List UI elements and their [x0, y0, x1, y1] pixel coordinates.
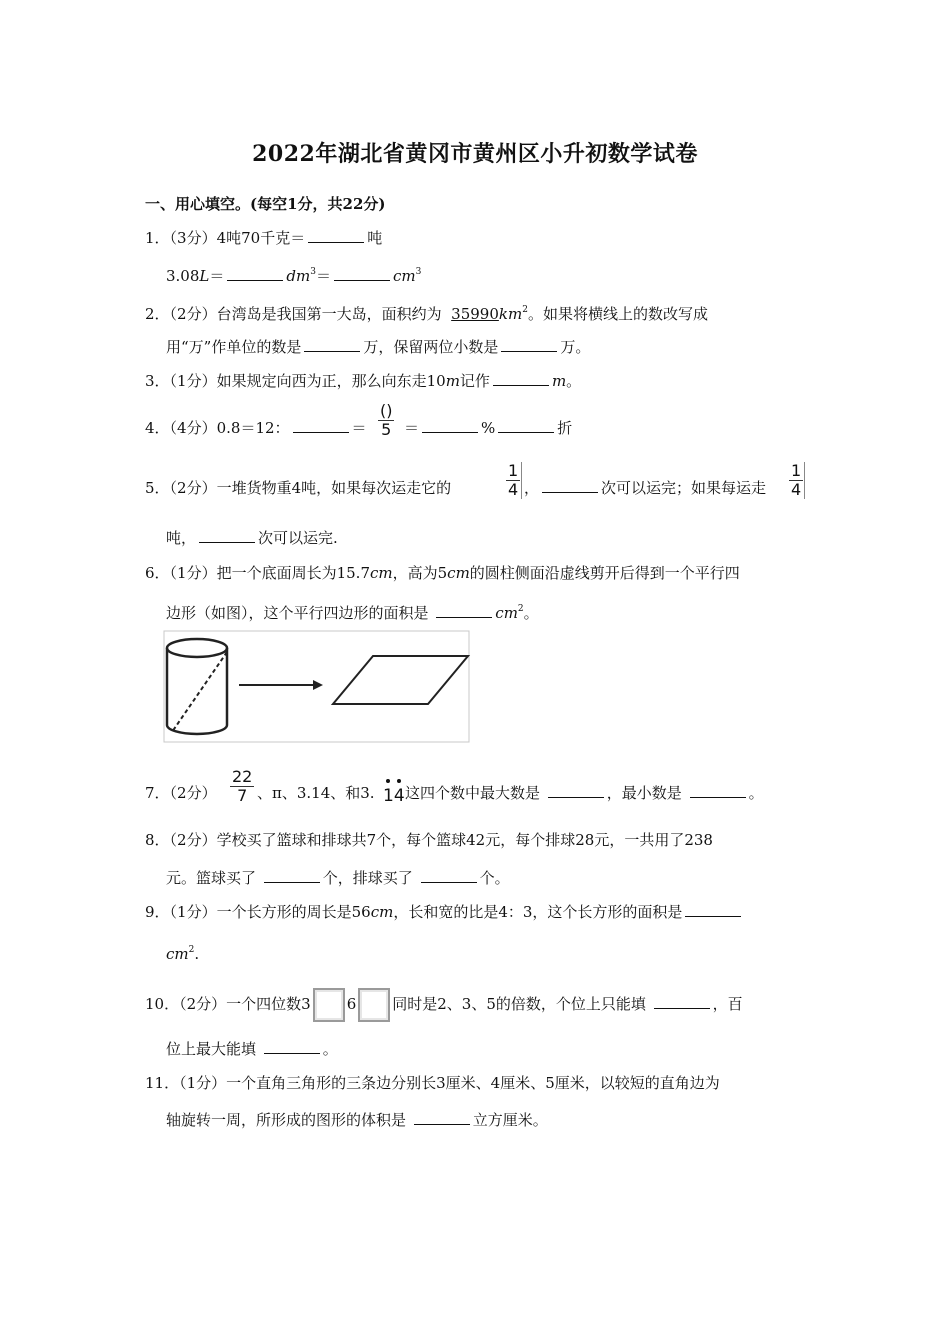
- answer-blank[interactable]: [498, 418, 554, 433]
- answer-blank[interactable]: [501, 337, 557, 352]
- question-7-numbers: 、π、3.14、和3.: [257, 784, 375, 802]
- fraction-one-quarter: $\frac{1}{4}$: [506, 462, 522, 499]
- question-1-line-1: 1．（3分）4吨70千克＝ 吨: [145, 229, 383, 247]
- answer-blank[interactable]: [264, 1039, 320, 1054]
- question-9-line-1: 9．（1分）一个长方形的周长是56cm，长和宽的比是4：3，这个长方形的面积是: [145, 902, 744, 922]
- question-5-line-2: 吨， 次可以运完.: [166, 529, 338, 547]
- answer-blank[interactable]: [422, 418, 478, 433]
- question-5-line-1-rest: ， 次可以运完；如果每运走: [524, 479, 767, 497]
- answer-blank[interactable]: [334, 266, 390, 281]
- question-10-line-2: 位上最大能填 。: [166, 1040, 338, 1058]
- question-8-line-2: 元。篮球买了 个，排球买了 个。: [166, 869, 510, 887]
- answer-blank[interactable]: [548, 783, 604, 798]
- question-4-rest: ＝ % 折: [404, 419, 573, 437]
- cylinder-bottom: [167, 725, 227, 734]
- answer-blank[interactable]: [436, 603, 492, 618]
- answer-blank[interactable]: [293, 418, 349, 433]
- question-2-line-1: 2．（2分）台湾岛是我国第一大岛，面积约为 $35990km^2$。如果将横线上的数改写成: [145, 305, 708, 323]
- section-heading: 一、用心填空。(每空1分，共22分): [145, 195, 386, 213]
- answer-blank[interactable]: [685, 902, 741, 917]
- repeating-decimal-14: 14: [383, 786, 405, 806]
- page-title: 2022年湖北省黄冈市黄州区小升初数学试卷: [252, 141, 698, 167]
- answer-blank[interactable]: [542, 478, 598, 493]
- answer-blank[interactable]: [414, 1110, 470, 1125]
- answer-blank[interactable]: [690, 783, 746, 798]
- answer-blank[interactable]: [493, 371, 549, 386]
- cut-dashed-line: [172, 652, 227, 732]
- parallelogram: [333, 656, 468, 704]
- digit-box-ones[interactable]: [358, 988, 390, 1022]
- answer-blank[interactable]: [421, 868, 477, 883]
- question-4: 4．（4分）0.8＝12： ＝: [145, 419, 367, 437]
- question-3: 3．（1分）如果规定向西为正，那么向东走10m记作 m。: [145, 372, 582, 390]
- question-2-line-2: 用“万”作单位的数是 万，保留两位小数是 万。: [166, 338, 591, 356]
- question-10-line-1: 10．（2分）一个四位数3 6 同时是2、3、5的倍数，个位上只能填 ，百: [145, 988, 743, 1022]
- question-6-line-2: 边形（如图），这个平行四边形的面积是 $cm^2$。: [166, 604, 539, 622]
- fraction-22-over-7: $\frac{22}{7}$: [232, 767, 253, 805]
- answer-blank[interactable]: [308, 228, 364, 243]
- arrow-head: [313, 680, 323, 690]
- answer-blank[interactable]: [654, 994, 710, 1009]
- question-5-line-1: 5．（2分）一堆货物重4吨，如果每次运走它的: [145, 479, 452, 497]
- cylinder-top: [167, 639, 227, 657]
- question-7-rest: 这四个数中最大数是 ，最小数是 。: [405, 784, 764, 802]
- answer-blank[interactable]: [227, 266, 283, 281]
- question-9-line-2: $cm^2$.: [166, 945, 200, 963]
- answer-blank[interactable]: [199, 528, 255, 543]
- question-11-line-2: 轴旋转一周，所形成的图形的体积是 立方厘米。: [166, 1111, 548, 1129]
- question-11-line-1: 11．（1分）一个直角三角形的三条边分别长3厘米、4厘米、5厘米，以较短的直角边为: [145, 1074, 720, 1092]
- digit-box-hundreds[interactable]: [313, 988, 345, 1022]
- question-6-line-1: 6．（1分）把一个底面周长为15.7cm，高为5cm的圆柱侧面沿虚线剪开后得到一个平行四: [145, 564, 740, 582]
- cylinder-to-parallelogram-figure: [163, 630, 471, 744]
- question-8-line-1: 8．（2分）学校买了篮球和排球共7个，每个篮球42元，每个排球28元，一共用了238: [145, 831, 713, 849]
- answer-blank[interactable]: [304, 337, 360, 352]
- answer-blank[interactable]: [264, 868, 320, 883]
- question-1-line-2: $3.08L= dm^3= cm^3$: [166, 267, 422, 285]
- fraction-one-quarter: $\frac{1}{4}$: [789, 462, 805, 499]
- fraction-paren-over-5: $\frac{()}{5}$: [380, 401, 393, 439]
- question-7-prefix: 7．（2分）: [145, 784, 217, 802]
